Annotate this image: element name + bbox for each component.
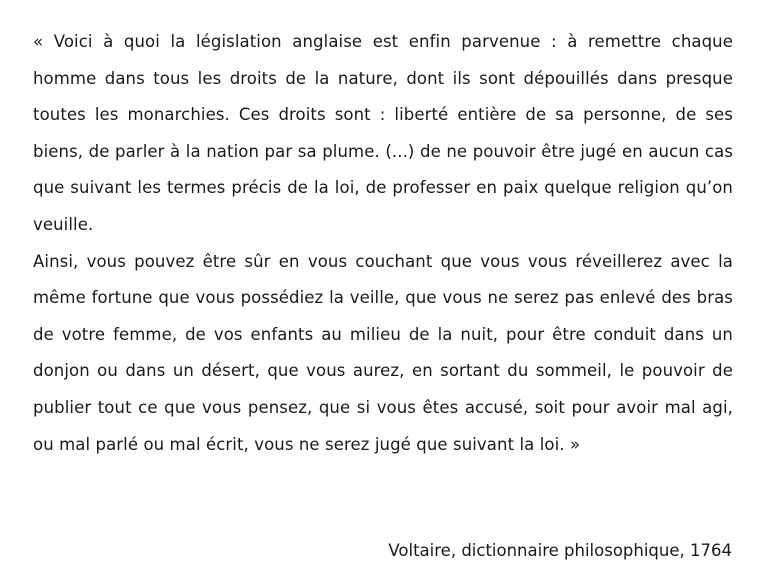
- attribution: Voltaire, dictionnaire philosophique, 1764: [388, 541, 732, 560]
- quote-block: [33, 24, 733, 463]
- quote-paragraph-2: Ainsi, vous pouvez être sûr en vous couchant que vous vous réveillerez avec la même fortune que vous possédiez la veille, que vous ne serez pas enlevé des bras de votre femme, de vos enfants au milieu de la nuit, pour être conduit dans un donjon ou dans un désert, que vous aurez, en sortant du sommeil, le pouvoir de publier tout ce que vous pensez, que si vous êtes accusé, soit pour avoir mal agi, ou mal parlé ou mal écrit, vous ne serez jugé que suivant la loi. »: [33, 251, 733, 454]
- quote-paragraph-1: « Voici à quoi la législation anglaise est enfin parvenue : à remettre chaque homme dans tous les droits de la nature, dont ils sont dépouillés dans presque toutes les monarchies. Ces droits sont : liberté entière de sa personne, de ses biens, de parler à la nation par sa plume. (...) de ne pouvoir être jugé en aucun cas que suivant les termes précis de la loi, de professer en paix quelque religion qu’on veuille.: [33, 32, 733, 234]
